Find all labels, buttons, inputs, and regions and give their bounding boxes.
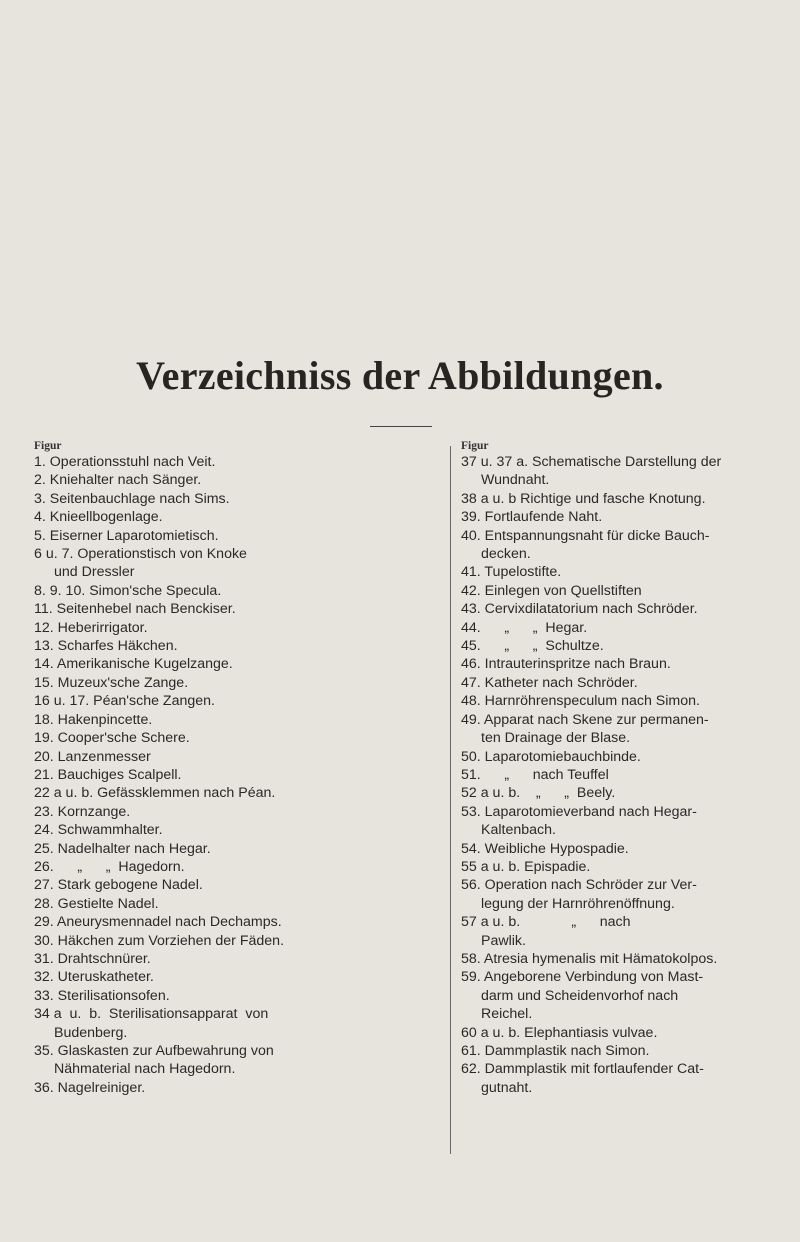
figure-entry-text: 32. Uteruskatheter. [34, 969, 154, 986]
figure-entry [34, 1005, 440, 1042]
figure-entry-text: 44. „ „ Hegar. [461, 619, 588, 636]
figure-entry-text: 61. Dammplastik nach Simon. [461, 1043, 650, 1059]
figure-entry-text: 56. Operation nach Schröder zur Ver- [461, 877, 697, 894]
figure-entry [34, 692, 440, 710]
figure-entry-continuation: und Dressler [54, 564, 135, 581]
figure-entry [34, 527, 440, 545]
left-figure-list [34, 453, 440, 1097]
figure-entry [34, 711, 440, 729]
title-rule [370, 426, 432, 427]
figure-entry [461, 600, 781, 618]
figure-entry [34, 876, 440, 894]
figure-entry [461, 655, 781, 673]
figure-entry-text: 16 u. 17. Péan'sche Zangen. [34, 693, 215, 710]
figure-entry-text: 12. Heberirrigator. [34, 619, 148, 636]
figure-entry-text: 14. Amerikanische Kugelzange. [34, 656, 233, 673]
figure-entry [461, 619, 781, 637]
figure-entry-text: 36. Nagelreiniger. [34, 1079, 146, 1096]
figure-entry [461, 508, 781, 526]
figure-entry [34, 637, 440, 655]
figure-entry [34, 968, 440, 986]
figure-entry [461, 803, 781, 840]
figure-entry [34, 1079, 440, 1097]
figure-entry-text: 60 a u. b. Elephantiasis vulvae. [461, 1024, 658, 1041]
figure-entry-text: 57 a u. b. „ nach [461, 914, 631, 931]
figure-entry-continuation: Kaltenbach. [481, 822, 556, 839]
figure-entry [461, 490, 781, 508]
figure-entry-text: 11. Seitenhebel nach Benckiser. [34, 601, 236, 618]
figure-entry-text: 43. Cervixdilatatorium nach Schröder. [461, 601, 698, 618]
figure-entry-text: 41. Tupelostifte. [461, 564, 562, 581]
figure-entry-text: 13. Scharfes Häkchen. [34, 638, 178, 655]
figure-entry-text: 23. Kornzange. [34, 803, 131, 820]
figure-entry-continuation: darm und Scheidenvorhof nach [481, 987, 679, 1004]
figure-entry-text: 1. Operationsstuhl nach Veit. [34, 454, 216, 470]
figure-entry [461, 582, 781, 600]
figure-entry [34, 490, 440, 508]
figure-entry-continuation: Nähmaterial nach Hagedorn. [54, 1061, 236, 1078]
figure-entry [34, 950, 440, 968]
figure-entry [461, 692, 781, 710]
figure-entry [461, 840, 781, 858]
figure-entry [34, 600, 440, 618]
figure-entry [34, 582, 440, 600]
figure-entry-continuation: Budenberg. [54, 1024, 128, 1041]
figure-entry-text: 19. Cooper'sche Schere. [34, 730, 190, 747]
figure-entry-text: 33. Sterilisationsofen. [34, 987, 170, 1004]
figure-entry-text: 24. Schwammhalter. [34, 822, 163, 839]
right-figure-list [461, 453, 781, 1097]
figure-entry [34, 453, 440, 471]
right-column [461, 440, 781, 1097]
figure-entry [34, 784, 440, 802]
figure-entry [34, 895, 440, 913]
figure-entry-text: 26. „ „ Hagedorn. [34, 858, 185, 875]
figure-entry [461, 968, 781, 1023]
right-column-header: Figur [461, 440, 489, 452]
figure-entry-text: 48. Harnröhrenspeculum nach Simon. [461, 693, 700, 710]
figure-entry-text: 58. Atresia hymenalis mit Hämatokolpos. [461, 950, 718, 967]
figure-entry [461, 913, 781, 950]
figure-entry [461, 766, 781, 784]
figure-entry-continuation: Wundnaht. [481, 472, 550, 489]
figure-entry-text: 39. Fortlaufende Naht. [461, 509, 603, 526]
figure-entry-text: 53. Laparotomieverband nach Hegar- [461, 803, 697, 820]
figure-entry [34, 471, 440, 489]
figure-entry-text: 49. Apparat nach Skene zur permanen- [461, 711, 709, 728]
figure-entry-text: 59. Angeborene Verbindung von Mast- [461, 969, 704, 986]
figure-entry [34, 858, 440, 876]
figure-entry [34, 748, 440, 766]
figure-entry-text: 25. Nadelhalter nach Hegar. [34, 840, 211, 857]
figure-entry [461, 527, 781, 564]
figure-entry-text: 27. Stark gebogene Nadel. [34, 877, 203, 894]
figure-entry [34, 932, 440, 950]
figure-entry-text: 37 u. 37 a. Schematische Darstellung der [461, 454, 722, 470]
figure-entry [34, 729, 440, 747]
figure-entry-text: 30. Häkchen zum Vorziehen der Fäden. [34, 932, 285, 949]
figure-entry [461, 1060, 781, 1097]
figure-entry [461, 876, 781, 913]
figure-entry-text: 46. Intrauterinspritze nach Braun. [461, 656, 671, 673]
figure-entry-text: 47. Katheter nach Schröder. [461, 674, 638, 691]
figure-entry-text: 4. Knieellbogenlage. [34, 509, 163, 526]
figure-entry-text: 38 a u. b Richtige und fasche Knotung. [461, 490, 706, 507]
figure-entry-text: 62. Dammplastik mit fortlaufender Cat- [461, 1061, 704, 1078]
figure-entry-continuation: Pawlik. [481, 932, 526, 949]
figure-entry [461, 711, 781, 748]
figure-entry [461, 1042, 781, 1060]
figure-entry-text: 42. Einlegen von Quellstiften [461, 582, 642, 599]
figure-entry-text: 55 a u. b. Epispadie. [461, 858, 591, 875]
figure-entry-text: 8. 9. 10. Simon'sche Specula. [34, 582, 222, 599]
figure-entry-text: 31. Drahtschnürer. [34, 950, 151, 967]
figure-entry [34, 913, 440, 931]
figure-entry-text: 22 a u. b. Gefässklemmen nach Péan. [34, 785, 276, 802]
figure-entry-continuation: decken. [481, 546, 531, 563]
figure-entry [34, 803, 440, 821]
figure-entry-continuation: gutnaht. [481, 1079, 533, 1096]
figure-entry-text: 29. Aneurysmennadel nach Dechamps. [34, 914, 282, 931]
figure-entry [461, 453, 781, 490]
column-divider [450, 446, 451, 1154]
figure-entry [461, 563, 781, 581]
figure-entry-text: 21. Bauchiges Scalpell. [34, 766, 182, 783]
figure-entry [461, 674, 781, 692]
figure-entry [34, 840, 440, 858]
figure-entry [34, 619, 440, 637]
figure-entry [34, 655, 440, 673]
figure-entry-continuation: Reichel. [481, 1006, 533, 1023]
figure-entry-text: 34 a u. b. Sterilisationsapparat von [34, 1006, 269, 1023]
figure-entry [461, 748, 781, 766]
figure-entry-text: 3. Seitenbauchlage nach Sims. [34, 490, 230, 507]
figure-entry-continuation: ten Drainage der Blase. [481, 730, 631, 747]
figure-entry [34, 766, 440, 784]
figure-entry [461, 950, 781, 968]
figure-entry-text: 18. Hakenpincette. [34, 711, 153, 728]
figure-entry-text: 51. „ nach Teuffel [461, 766, 609, 783]
figure-entry [34, 508, 440, 526]
figure-entry [34, 821, 440, 839]
figure-entry-text: 5. Eiserner Laparotomietisch. [34, 527, 219, 544]
figure-entry-text: 52 a u. b. „ „ Beely. [461, 785, 616, 802]
left-column-header: Figur [34, 440, 62, 452]
page-title: Verzeichniss der Abbildungen. [136, 353, 664, 398]
figure-entry [461, 1024, 781, 1042]
figure-entry [461, 637, 781, 655]
figure-entry-text: 40. Entspannungsnaht für dicke Bauch- [461, 527, 710, 544]
figure-entry [34, 674, 440, 692]
figure-entry-text: 35. Glaskasten zur Aufbewahrung von [34, 1043, 274, 1059]
figure-entry-continuation: legung der Harnröhrenöffnung. [481, 895, 675, 912]
figure-entry [34, 545, 440, 582]
figure-entry [461, 784, 781, 802]
figure-entry-text: 20. Lanzenmesser [34, 748, 151, 765]
figure-entry [34, 1042, 440, 1079]
figure-entry-text: 50. Laparotomiebauchbinde. [461, 748, 641, 765]
figure-entry [34, 987, 440, 1005]
figure-entry-text: 15. Muzeux'sche Zange. [34, 674, 189, 691]
figure-entry-text: 45. „ „ Schultze. [461, 638, 604, 655]
figure-entry-text: 28. Gestielte Nadel. [34, 895, 159, 912]
figure-entry-text: 54. Weibliche Hypospadie. [461, 840, 629, 857]
figure-entry-text: 2. Kniehalter nach Sänger. [34, 472, 202, 489]
left-column [34, 440, 440, 1097]
figure-entry-text: 6 u. 7. Operationstisch von Knoke [34, 546, 247, 563]
figure-entry [461, 858, 781, 876]
